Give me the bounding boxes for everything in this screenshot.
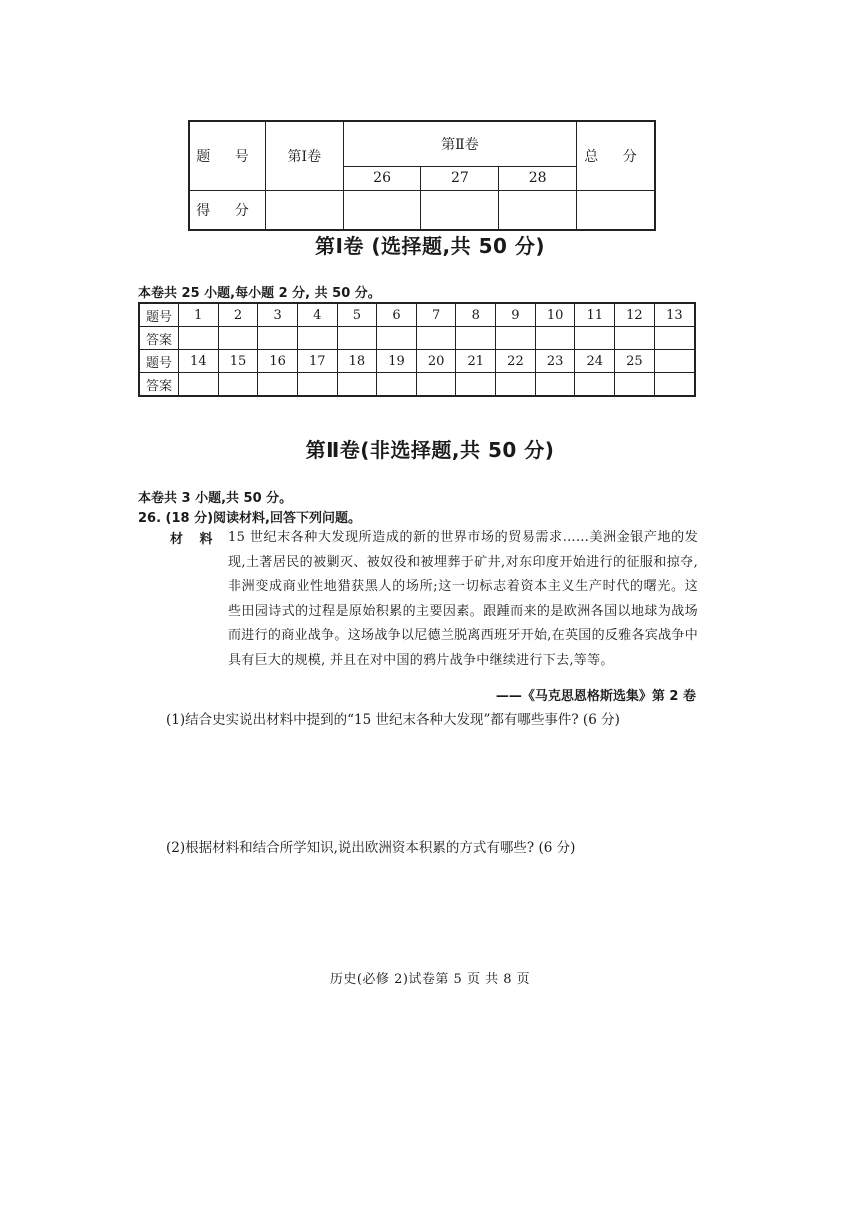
answer-cell[interactable] — [416, 327, 456, 350]
section2-note: 本卷共 3 小题,共 50 分。 — [138, 491, 293, 506]
answer-cell[interactable] — [377, 327, 417, 350]
question-number: 14 — [179, 350, 219, 373]
answer-cell[interactable] — [297, 373, 337, 397]
question-number: 21 — [456, 350, 496, 373]
answer-cell[interactable] — [337, 373, 377, 397]
answer-cell[interactable] — [496, 327, 536, 350]
question-26-title: 26. (18 分)阅读材料,回答下列问题。 — [138, 511, 361, 526]
part2-col-27: 27 — [421, 166, 499, 190]
question-number: 12 — [615, 303, 655, 327]
answer-cell[interactable] — [654, 373, 695, 397]
question-number: 2 — [218, 303, 258, 327]
question-number: 19 — [377, 350, 417, 373]
answer-cell[interactable] — [377, 373, 417, 397]
total-header: 总 分 — [577, 121, 655, 190]
answer-cell[interactable] — [179, 327, 219, 350]
answer-grid — [138, 302, 696, 397]
answer-grid-answer-row-1 — [139, 327, 695, 350]
question-number: 9 — [496, 303, 536, 327]
answer-cell[interactable] — [575, 373, 615, 397]
answer-cell[interactable] — [218, 373, 258, 397]
answer-cell[interactable] — [654, 327, 695, 350]
question-number: 17 — [297, 350, 337, 373]
question-number: 4 — [297, 303, 337, 327]
question-number: 22 — [496, 350, 536, 373]
answer-cell[interactable] — [535, 373, 575, 397]
row-label-answer: 答案 — [139, 373, 179, 397]
section2-heading: 第Ⅱ卷(非选择题,共 50 分) — [305, 438, 555, 462]
answer-cell[interactable] — [218, 327, 258, 350]
part2-col-28: 28 — [499, 166, 577, 190]
score-cell-27[interactable] — [421, 190, 499, 230]
answer-cell[interactable] — [456, 373, 496, 397]
answer-cell[interactable] — [496, 373, 536, 397]
question-number: 20 — [416, 350, 456, 373]
material-label: 材 料 — [170, 532, 219, 547]
section1-heading: 第Ⅰ卷 (选择题,共 50 分) — [314, 234, 546, 258]
section1-note: 本卷共 25 小题,每小题 2 分, 共 50 分。 — [138, 286, 381, 301]
answer-area-2[interactable] — [166, 860, 696, 960]
answer-area-1[interactable] — [166, 732, 696, 832]
answer-cell[interactable] — [337, 327, 377, 350]
question-number: 11 — [575, 303, 615, 327]
question-number: 3 — [258, 303, 298, 327]
page-footer: 历史(必修 2)试卷第 5 页 共 8 页 — [329, 972, 531, 987]
sub-question-2: (2)根据材料和结合所学知识,说出欧洲资本积累的方式有哪些? (6 分) — [166, 840, 576, 856]
question-number: 25 — [615, 350, 655, 373]
question-number: 13 — [654, 303, 695, 327]
question-number: 16 — [258, 350, 298, 373]
answer-grid-answer-row-2 — [139, 373, 695, 397]
answer-grid-number-row-1 — [139, 303, 695, 327]
answer-grid-number-row-2 — [139, 350, 695, 373]
part2-header: 第Ⅱ卷 — [343, 121, 576, 166]
row-label-number: 题号 — [139, 303, 179, 327]
question-number-header: 题 号 — [189, 121, 265, 190]
question-number: 6 — [377, 303, 417, 327]
question-number — [654, 350, 695, 373]
row-label-answer: 答案 — [139, 327, 179, 350]
question-number: 5 — [337, 303, 377, 327]
part2-col-26: 26 — [343, 166, 421, 190]
score-table — [188, 120, 656, 231]
answer-cell[interactable] — [297, 327, 337, 350]
question-number: 15 — [218, 350, 258, 373]
answer-cell[interactable] — [258, 327, 298, 350]
question-number: 18 — [337, 350, 377, 373]
answer-cell[interactable] — [258, 373, 298, 397]
material-source: ——《马克思恩格斯选集》第 2 卷 — [495, 689, 696, 704]
score-cell-28[interactable] — [499, 190, 577, 230]
question-number: 1 — [179, 303, 219, 327]
answer-cell[interactable] — [416, 373, 456, 397]
question-number: 24 — [575, 350, 615, 373]
answer-cell[interactable] — [575, 327, 615, 350]
row-label-number: 题号 — [139, 350, 179, 373]
question-number: 23 — [535, 350, 575, 373]
question-number: 7 — [416, 303, 456, 327]
score-row-label: 得 分 — [189, 190, 265, 230]
answer-cell[interactable] — [615, 373, 655, 397]
material-text: 15 世纪末各种大发现所造成的新的世界市场的贸易需求……美洲金银产地的发现,土著居民的被剿灭、被奴役和被埋葬于矿井,对东印度开始进行的征服和掠夺,非洲变成商业性地猎获黑人的场所;这一切标志着资本主义生产时代的曙光。这些田园诗式的过程是原始积累的主要因素。跟踵而来的是欧洲各国以地球为战场而进行的商业战争。这场战争以尼德兰脱离西班牙开始,在英国的反雅各宾战争中具有巨大的规模, 并且在对中国的鸦片战争中继续进行下去,等等。 — [228, 530, 698, 668]
part1-header: 第Ⅰ卷 — [265, 121, 343, 190]
sub-question-1: (1)结合史实说出材料中提到的“15 世纪末各种大发现”都有哪些事件? (6 分) — [166, 712, 620, 728]
score-cell-part1[interactable] — [265, 190, 343, 230]
answer-cell[interactable] — [456, 327, 496, 350]
score-cell-26[interactable] — [343, 190, 421, 230]
score-cell-total[interactable] — [577, 190, 655, 230]
answer-cell[interactable] — [615, 327, 655, 350]
question-number: 8 — [456, 303, 496, 327]
answer-cell[interactable] — [179, 373, 219, 397]
question-number: 10 — [535, 303, 575, 327]
answer-cell[interactable] — [535, 327, 575, 350]
